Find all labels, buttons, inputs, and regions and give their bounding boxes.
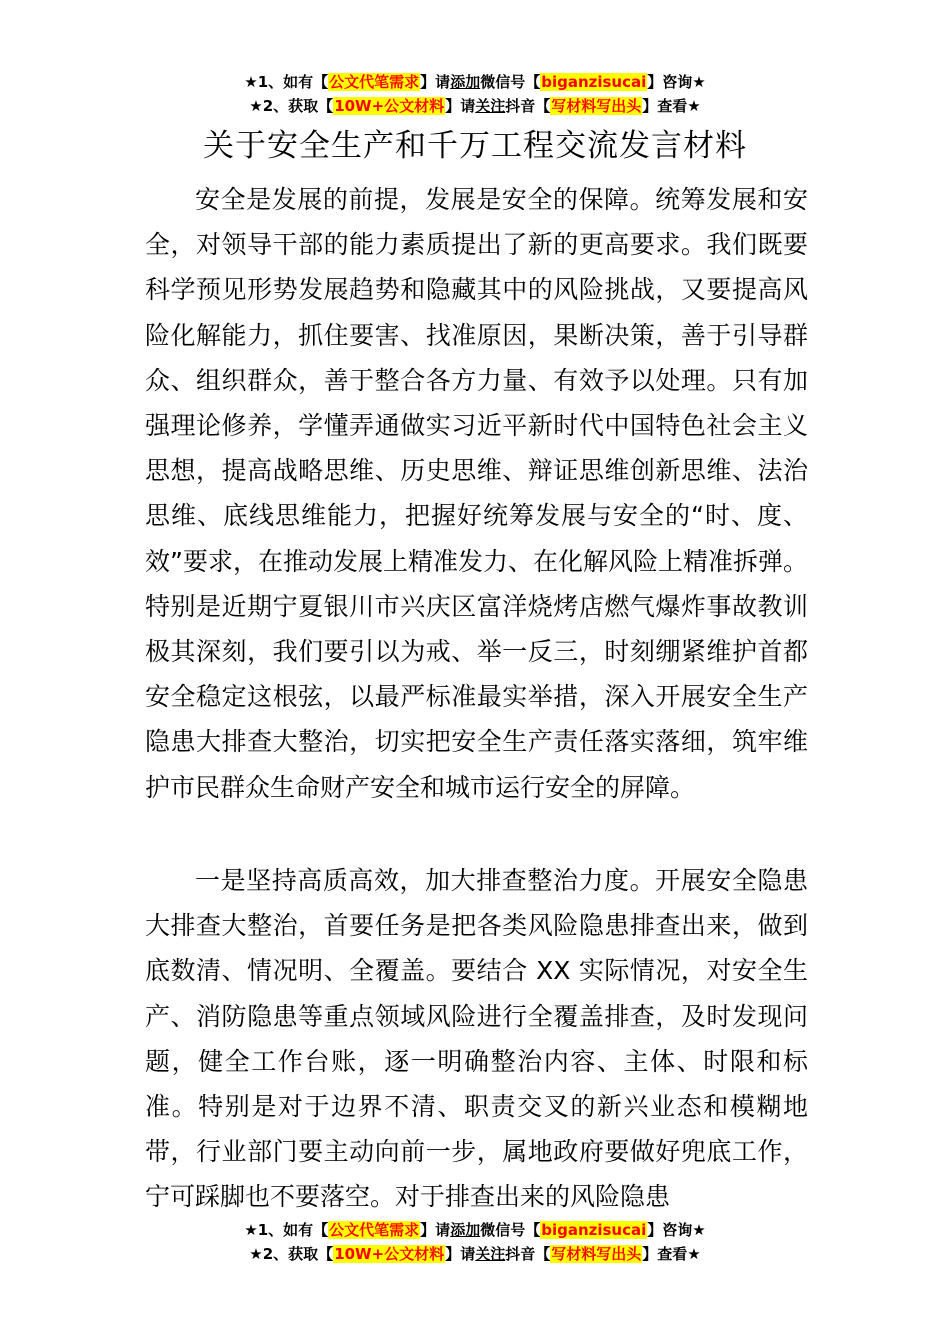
promo-highlight: 写材料写出头 — [551, 97, 642, 115]
promo-text: ★1、如有【 — [244, 73, 329, 91]
promo-underline: 关注 — [475, 97, 506, 115]
promo-highlight: 公文代笔需求 — [329, 73, 420, 91]
promo-line-1 — [0, 1218, 950, 1242]
promo-highlight: 10W+公文材料 — [334, 1245, 445, 1263]
promo-line-2 — [0, 1242, 950, 1266]
promo-text: 】请 — [445, 97, 476, 115]
promo-text: 抖音【 — [505, 97, 551, 115]
document-title: 关于安全生产和千万工程交流发言材料 — [203, 128, 747, 164]
promo-line-1 — [0, 70, 950, 94]
promo-text: ★1、如有【 — [244, 1221, 329, 1239]
promo-text: 微信号【 — [480, 73, 541, 91]
promo-text: ★2、获取【 — [249, 97, 334, 115]
promo-line-2 — [0, 94, 950, 118]
promo-underline: 添加 — [450, 73, 481, 91]
promo-text: 】咨询★ — [647, 1221, 706, 1239]
promo-highlight: 公文代笔需求 — [329, 1221, 420, 1239]
promo-highlight: 10W+公文材料 — [334, 97, 445, 115]
promo-highlight: biganzisucai — [541, 73, 647, 91]
promo-underline: 添加 — [450, 1221, 481, 1239]
paragraph-1: 安全是发展的前提，发展是安全的保障。统筹发展和安全，对领导干部的能力素质提出了新的更高要求。我们既要科学预见形势发展趋势和隐藏其中的风险挑战，又要提高风险化解能力，抓住要害、找准原因，果断决策，善于引导群众、组织群众，善于整合各方力量、有效予以处理。只有加强理论修养，学懂弄通做实习近平新时代中国特色社会主义思想，提高战略思维、历史思维、辩证思维创新思维、法治思维、底线思维能力，把握好统筹发展与安全的“时、度、效”要求，在推动发展上精准发力、在化解风险上精准拆弹。特别是近期宁夏银川市兴庆区富洋烧烤店燃气爆炸事故教训极其深刻，我们要引以为戒、举一反三，时刻绷紧维护首都安全稳定这根弦，以最严标准最实举措，深入开展安全生产隐患大排查大整治，切实把安全生产责任落实落细，筑牢维护市民群众生命财产安全和城市运行安全的屏障。 — [145, 185, 808, 802]
promo-text: 】请 — [420, 1221, 451, 1239]
header-promo-banner — [0, 70, 950, 118]
paragraph-2: 一是坚持高质高效，加大排查整治力度。开展安全隐患大排查大整治，首要任务是把各类风险隐患排查出来，做到底数清、情况明、全覆盖。要结合 XX 实际情况，对安全生产、消防隐患等重点领域风险进行全覆盖排查，及时发现问题，健全工作台账，逐一明确整治内容、主体、时限和标准。特别是对于边界不清、职责交叉的新兴业态和模糊地带，行业部门要主动向前一步，属地政府要做好兜底工作，宁可踩脚也不要落空。对于排查出来的风险隐患 — [145, 866, 808, 1212]
promo-text: 】查看★ — [642, 97, 701, 115]
promo-text: 】请 — [445, 1245, 476, 1263]
promo-text: ★2、获取【 — [249, 1245, 334, 1263]
promo-text: 】咨询★ — [647, 73, 706, 91]
promo-text: 抖音【 — [505, 1245, 551, 1263]
promo-text: 】查看★ — [642, 1245, 701, 1263]
promo-text: 微信号【 — [480, 1221, 541, 1239]
promo-highlight: biganzisucai — [541, 1221, 647, 1239]
promo-text: 】请 — [420, 73, 451, 91]
footer-promo-banner — [0, 1218, 950, 1266]
promo-underline: 关注 — [475, 1245, 506, 1263]
promo-highlight: 写材料写出头 — [551, 1245, 642, 1263]
